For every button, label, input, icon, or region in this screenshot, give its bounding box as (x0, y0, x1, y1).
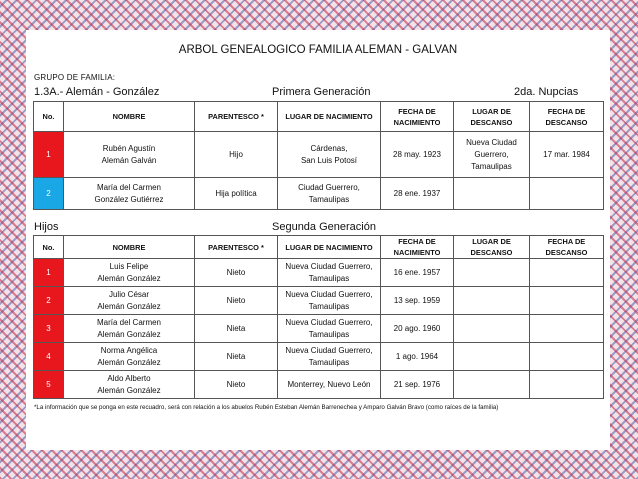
resting-place-cell (454, 343, 530, 371)
birthdate-cell: 28 may. 1923 (381, 132, 454, 178)
birthplace-cell-line: Nueva Ciudad Guerrero, (285, 345, 373, 355)
birthdate-cell: 20 ago. 1960 (381, 315, 454, 343)
column-header: FECHA DE DESCANSO (530, 236, 604, 259)
second-generation-label: Segunda Generación (272, 221, 376, 233)
birthdate-cell: 1 ago. 1964 (381, 343, 454, 371)
birthplace-cell-line: Tamaulipas (308, 357, 350, 367)
column-header: PARENTESCO * (195, 102, 278, 132)
marriage-label: 2da. Nupcias (514, 86, 579, 98)
resting-place-cell-line: Nueva Ciudad (466, 137, 517, 147)
name-cell (64, 315, 195, 343)
birthdate-cell: 21 sep. 1976 (381, 371, 454, 399)
birthplace-cell (278, 371, 381, 399)
birthplace-cell-line: Nueva Ciudad Guerrero, (285, 317, 373, 327)
table-row (34, 259, 604, 287)
relationship-cell: Nieto (195, 259, 278, 287)
footnote: *La información que se ponga en este recuadro, será con relación a los abuelos Rubén Esteban Alemán Barrenechea y Amparo Galván Bravo (como raíces de la familia) (34, 404, 499, 411)
column-header: FECHA DE NACIMIENTO (381, 102, 454, 132)
resting-date-cell (530, 315, 604, 343)
name-cell-line: Alemán González (97, 301, 161, 311)
row-number-badge: 1 (34, 132, 64, 178)
name-cell-line: González Gutiérrez (94, 194, 164, 204)
page-title: ARBOL GENEALOGICO FAMILIA ALEMAN - GALVAN (178, 44, 458, 56)
name-cell-line: Alemán González (97, 357, 161, 367)
name-cell-line: Rubén Agustín (102, 143, 156, 153)
birthplace-cell (278, 287, 381, 315)
column-header: No. (34, 236, 64, 259)
name-cell-line: Aldo Alberto (107, 373, 151, 383)
birthplace-cell-line: Tamaulipas (308, 329, 350, 339)
birthdate-cell: 13 sep. 1959 (381, 287, 454, 315)
table-row (34, 371, 604, 399)
first-generation-label: Primera Generación (272, 86, 371, 98)
birthplace-cell-line: Tamaulipas (308, 301, 350, 311)
resting-place-cell-line: Tamaulipas (471, 161, 512, 171)
resting-place-cell (454, 178, 530, 210)
first-generation-table (33, 101, 604, 210)
birthplace-cell-line: Tamaulipas (308, 273, 350, 283)
column-header: LUGAR DE NACIMIENTO (278, 102, 381, 132)
resting-place-cell (454, 287, 530, 315)
name-cell-line: Norma Angélica (100, 345, 158, 355)
birthplace-cell-line: Nueva Ciudad Guerrero, (285, 261, 373, 271)
resting-place-cell (454, 132, 530, 178)
birthplace-cell-line: Ciudad Guerrero, (298, 182, 360, 192)
table-row (34, 132, 604, 178)
column-header: NOMBRE (64, 102, 195, 132)
row-number-badge: 2 (34, 178, 64, 210)
resting-date-cell (530, 371, 604, 399)
row-number-badge: 4 (34, 343, 64, 371)
resting-place-cell (454, 315, 530, 343)
birthdate-cell: 16 ene. 1957 (381, 259, 454, 287)
relationship-cell: Nieta (195, 343, 278, 371)
table-row (34, 287, 604, 315)
family-id: 1.3A.- Alemán - González (34, 86, 160, 98)
resting-place-cell-line: Guerrero, (474, 149, 509, 159)
birthplace-cell (278, 343, 381, 371)
row-number-badge: 2 (34, 287, 64, 315)
row-number-badge: 5 (34, 371, 64, 399)
relationship-cell: Nieta (195, 315, 278, 343)
resting-place-cell (454, 259, 530, 287)
family-group-label: GRUPO DE FAMILIA: (34, 73, 116, 82)
column-header: LUGAR DE DESCANSO (454, 236, 530, 259)
resting-date-cell (530, 178, 604, 210)
birthplace-cell-line: San Luis Potosí (300, 155, 358, 165)
column-header: FECHA DE DESCANSO (530, 102, 604, 132)
document-page (26, 30, 610, 450)
first-table-header (34, 102, 604, 132)
name-cell (64, 371, 195, 399)
relationship-cell: Nieto (195, 371, 278, 399)
relationship-cell: Hija política (195, 178, 278, 210)
resting-place-cell (454, 371, 530, 399)
second-generation-table (33, 235, 604, 399)
resting-date-cell: 17 mar. 1984 (530, 132, 604, 178)
birthplace-cell (278, 315, 381, 343)
name-cell-line: María del Carmen (96, 317, 162, 327)
name-cell-line: Alemán González (97, 329, 161, 339)
column-header: LUGAR DE NACIMIENTO (278, 236, 381, 259)
name-cell-line: Alemán Galván (101, 155, 157, 165)
column-header: PARENTESCO * (195, 236, 278, 259)
row-number-badge: 3 (34, 315, 64, 343)
relationship-cell: Nieto (195, 287, 278, 315)
birthplace-cell-line: Nueva Ciudad Guerrero, (285, 289, 373, 299)
resting-date-cell (530, 343, 604, 371)
resting-date-cell (530, 259, 604, 287)
name-cell-line: Luis Felipe (109, 261, 149, 271)
resting-date-cell (530, 287, 604, 315)
birthdate-cell: 28 ene. 1937 (381, 178, 454, 210)
name-cell-line: Alemán González (97, 385, 161, 395)
row-number-badge: 1 (34, 259, 64, 287)
children-label: Hijos (34, 221, 59, 233)
name-cell-line: Alemán González (97, 273, 161, 283)
birthplace-cell (278, 132, 381, 178)
name-cell-line: María del Carmen (96, 182, 162, 192)
name-cell (64, 132, 195, 178)
birthplace-cell-line: Tamaulipas (308, 194, 350, 204)
birthplace-cell (278, 178, 381, 210)
table-row (34, 178, 604, 210)
birthplace-cell (278, 259, 381, 287)
column-header: FECHA DE NACIMIENTO (381, 236, 454, 259)
name-cell (64, 178, 195, 210)
column-header: NOMBRE (64, 236, 195, 259)
relationship-cell: Hijo (195, 132, 278, 178)
birthplace-cell-line: Monterrey, Nuevo León (287, 379, 371, 389)
table-row (34, 315, 604, 343)
name-cell-line: Julio César (108, 289, 149, 299)
second-table-header (34, 236, 604, 259)
column-header: No. (34, 102, 64, 132)
name-cell (64, 287, 195, 315)
column-header: LUGAR DE DESCANSO (454, 102, 530, 132)
name-cell (64, 259, 195, 287)
table-row (34, 343, 604, 371)
birthplace-cell-line: Cárdenas, (310, 143, 348, 153)
name-cell (64, 343, 195, 371)
